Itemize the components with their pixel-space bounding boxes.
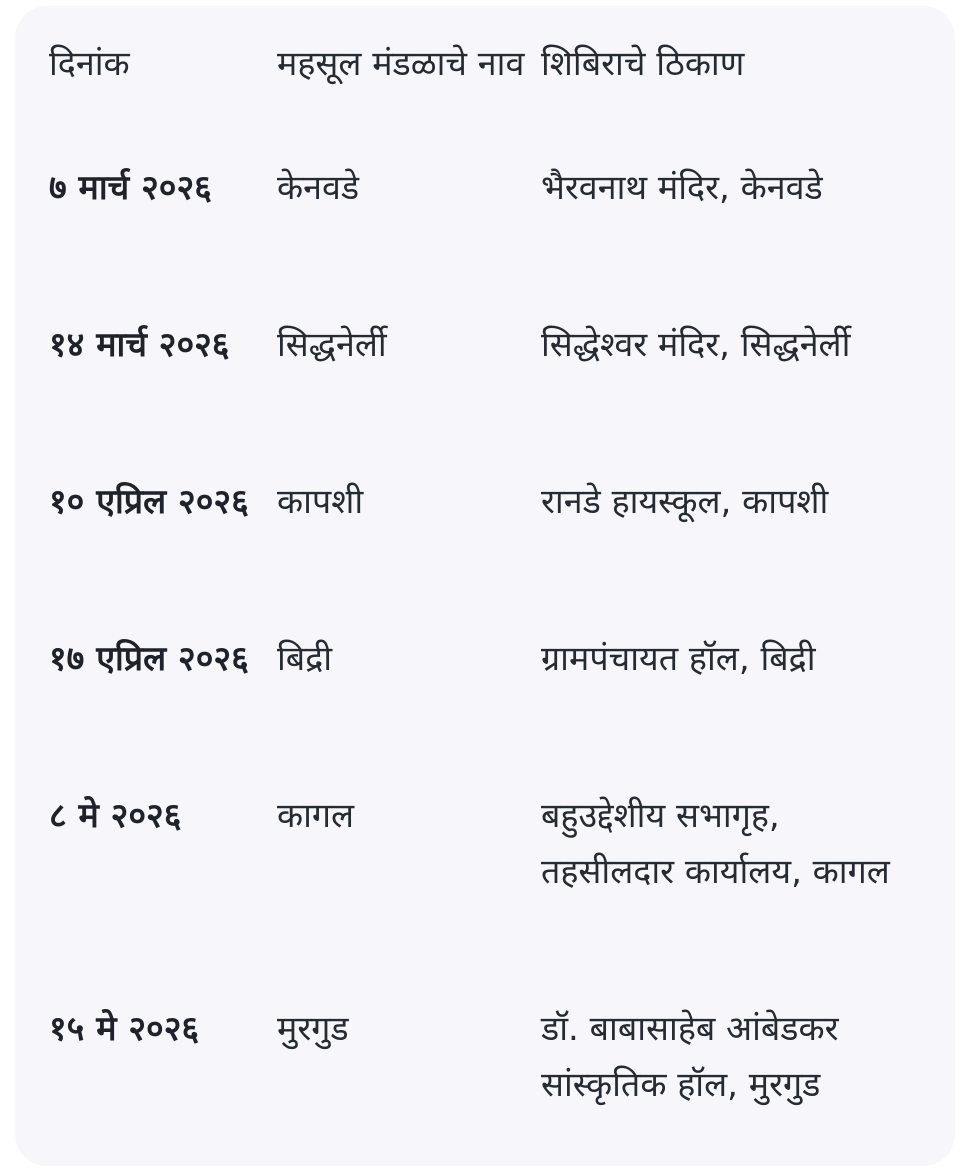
row-revenue-circle: केनवडे — [277, 168, 360, 208]
header-revenue-circle: महसूल मंडळाचे नाव — [277, 44, 525, 84]
row-date: १० एप्रिल २०२६ — [49, 482, 249, 522]
row-camp-venue: बहुउद्देशीय सभागृह, तहसीलदार कार्यालय, कागल — [541, 796, 890, 892]
row-revenue-circle: कापशी — [277, 482, 364, 522]
table-header-row — [49, 36, 929, 160]
row-revenue-circle: सिद्धनेर्ली — [277, 325, 387, 365]
table-row — [49, 788, 929, 1001]
row-date: ८ मे २०२६ — [49, 796, 182, 836]
table-row — [49, 317, 929, 474]
camp-schedule-table — [49, 36, 929, 1158]
row-date: १५ मे २०२६ — [49, 1009, 200, 1049]
row-date: १७ एप्रिल २०२६ — [49, 639, 249, 679]
row-camp-venue: ग्रामपंचायत हॉल, बिद्री — [541, 639, 816, 679]
schedule-card — [15, 6, 955, 1166]
row-camp-venue: डॉ. बाबासाहेब आंबेडकर सांस्कृतिक हॉल, मुरगुड — [541, 1009, 839, 1105]
table-row — [49, 1001, 929, 1158]
row-date: १४ मार्च २०२६ — [49, 325, 230, 365]
table-row — [49, 160, 929, 317]
row-revenue-circle: बिद्री — [277, 639, 333, 679]
header-camp-venue: शिबिराचे ठिकाण — [541, 44, 745, 84]
row-revenue-circle: मुरगुड — [277, 1009, 349, 1049]
table-row — [49, 474, 929, 631]
row-camp-venue: भैरवनाथ मंदिर, केनवडे — [541, 168, 823, 208]
header-date: दिनांक — [49, 44, 130, 84]
row-revenue-circle: कागल — [277, 796, 355, 836]
row-camp-venue: रानडे हायस्कूल, कापशी — [541, 482, 829, 522]
row-date: ७ मार्च २०२६ — [49, 168, 212, 208]
row-camp-venue: सिद्धेश्वर मंदिर, सिद्धनेर्ली — [541, 325, 851, 365]
table-row — [49, 631, 929, 788]
